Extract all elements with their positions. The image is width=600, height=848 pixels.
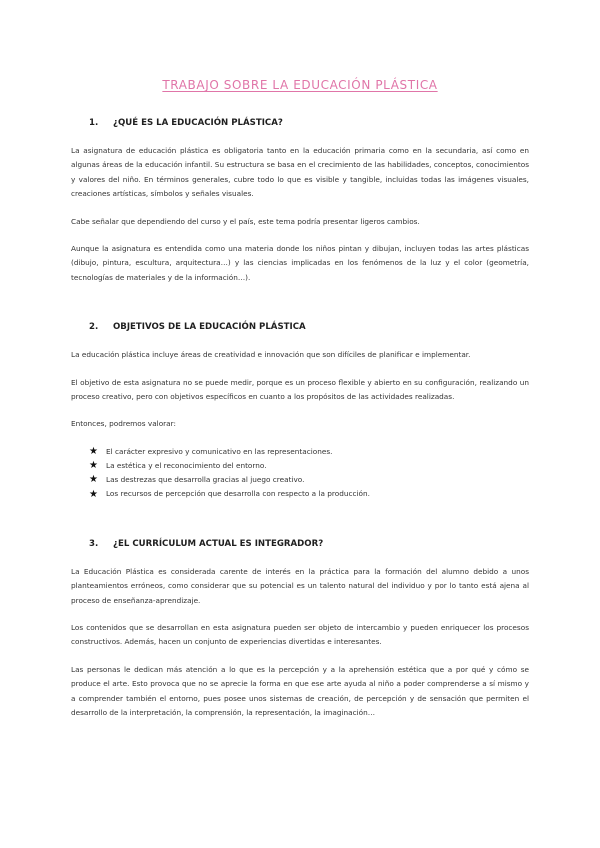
section-1-paragraph-2: Cabe señalar que dependiendo del curso y el país, este tema podría presentar ligeros cambios. [71,216,420,226]
section-3-number: 3. [89,538,99,549]
list-item-text: La estética y el reconocimiento del entorno. [106,461,267,471]
list-item-text: Los recursos de percepción que desarrolla con respecto a la producción. [106,489,370,499]
section-2-paragraph-1: La educación plástica incluye áreas de creatividad e innovación que son difíciles de planificar e implementar. [71,350,471,360]
list-item-text: El carácter expresivo y comunicativo en las representaciones. [106,446,333,456]
list-item [89,445,529,459]
list-item [89,459,529,473]
section-1-paragraph-3: Aunque la asignatura es entendida como una materia donde los niños pintan y dibujan, incluyen todas las artes plásticas (dibujo, pintura, escultura, arquitectura…) y las ciencias implicadas en los fenómenos de la luz y el color (geometría, tecnologías de materiales y de la información…). [71,244,529,282]
section-2-bullet-list [71,445,529,502]
star-bullet-icon: ★ [89,445,98,457]
section-1-number: 1. [89,118,99,128]
section-3-heading [71,538,529,550]
section-2-number: 2. [89,322,99,333]
section-2-paragraph-2: El objetivo de esta asignatura no se puede medir, porque es un proceso flexible y abierto en su configuración, realizando un proceso creativo, pero con objetivos específicos en cuanto a los propósitos de las actividades realizadas. [71,377,529,402]
star-bullet-icon: ★ [89,474,98,486]
section-3-paragraph-2: Los contenidos que se desarrollan en esta asignatura pueden ser objeto de intercambio y pueden enriquecer los procesos constructivos. Además, hacen un conjunto de experiencias divertidas e interesantes. [71,622,529,647]
section-1-title: ¿QUÉ ES LA EDUCACIÓN PLÁSTICA? [113,118,283,128]
section-2-title: OBJETIVOS DE LA EDUCACIÓN PLÁSTICA [113,322,306,333]
section-3-paragraph-3: Las personas le dedican más atención a lo que es la percepción y a la aprehensión estética que a por qué y cómo se produce el arte. Esto provoca que no se aprecie la forma en que ese arte ayuda al niño a poder comprenderse a sí mismo y a comprender también el entorno, pues posee unos sistemas de creación, de percepción y de sensación que permiten el desarrollo de la interpretación, la comprensión, la representación, la imaginación… [71,664,529,717]
section-1-heading [71,117,529,129]
document-title: TRABAJO SOBRE LA EDUCACIÓN PLÁSTICA [162,78,438,92]
star-bullet-icon: ★ [89,460,98,472]
list-item [89,473,529,487]
section-1-paragraph-1: La asignatura de educación plástica es obligatoria tanto en la educación primaria como en la secundaria, así como en algunas áreas de la educación infantil. Su estructura se basa en el crecimiento de las habilidades, conceptos, conocimientos y valores del niño. En términos generales, cubre todo lo que es visible y tangible, incluidas todas las imágenes visuales, creaciones artísticas, símbolos y señales visuales. [71,146,529,199]
section-3-paragraph-1: La Educación Plástica es considerada carente de interés en la práctica para la formación del alumno debido a unos planteamientos erróneos, como considerar que su potencial es un talento natural del individuo y por lo tanto está ajena al proceso de enseñanza-aprendizaje. [71,566,529,605]
section-2-paragraph-3: Entonces, podremos valorar: [71,419,176,429]
star-bullet-icon: ★ [89,488,98,500]
list-item [89,487,529,501]
list-item-text: Las destrezas que desarrolla gracias al juego creativo. [106,475,305,485]
section-3-title: ¿EL CURRÍCULUM ACTUAL ES INTEGRADOR? [113,538,324,549]
section-2-heading [71,321,529,333]
